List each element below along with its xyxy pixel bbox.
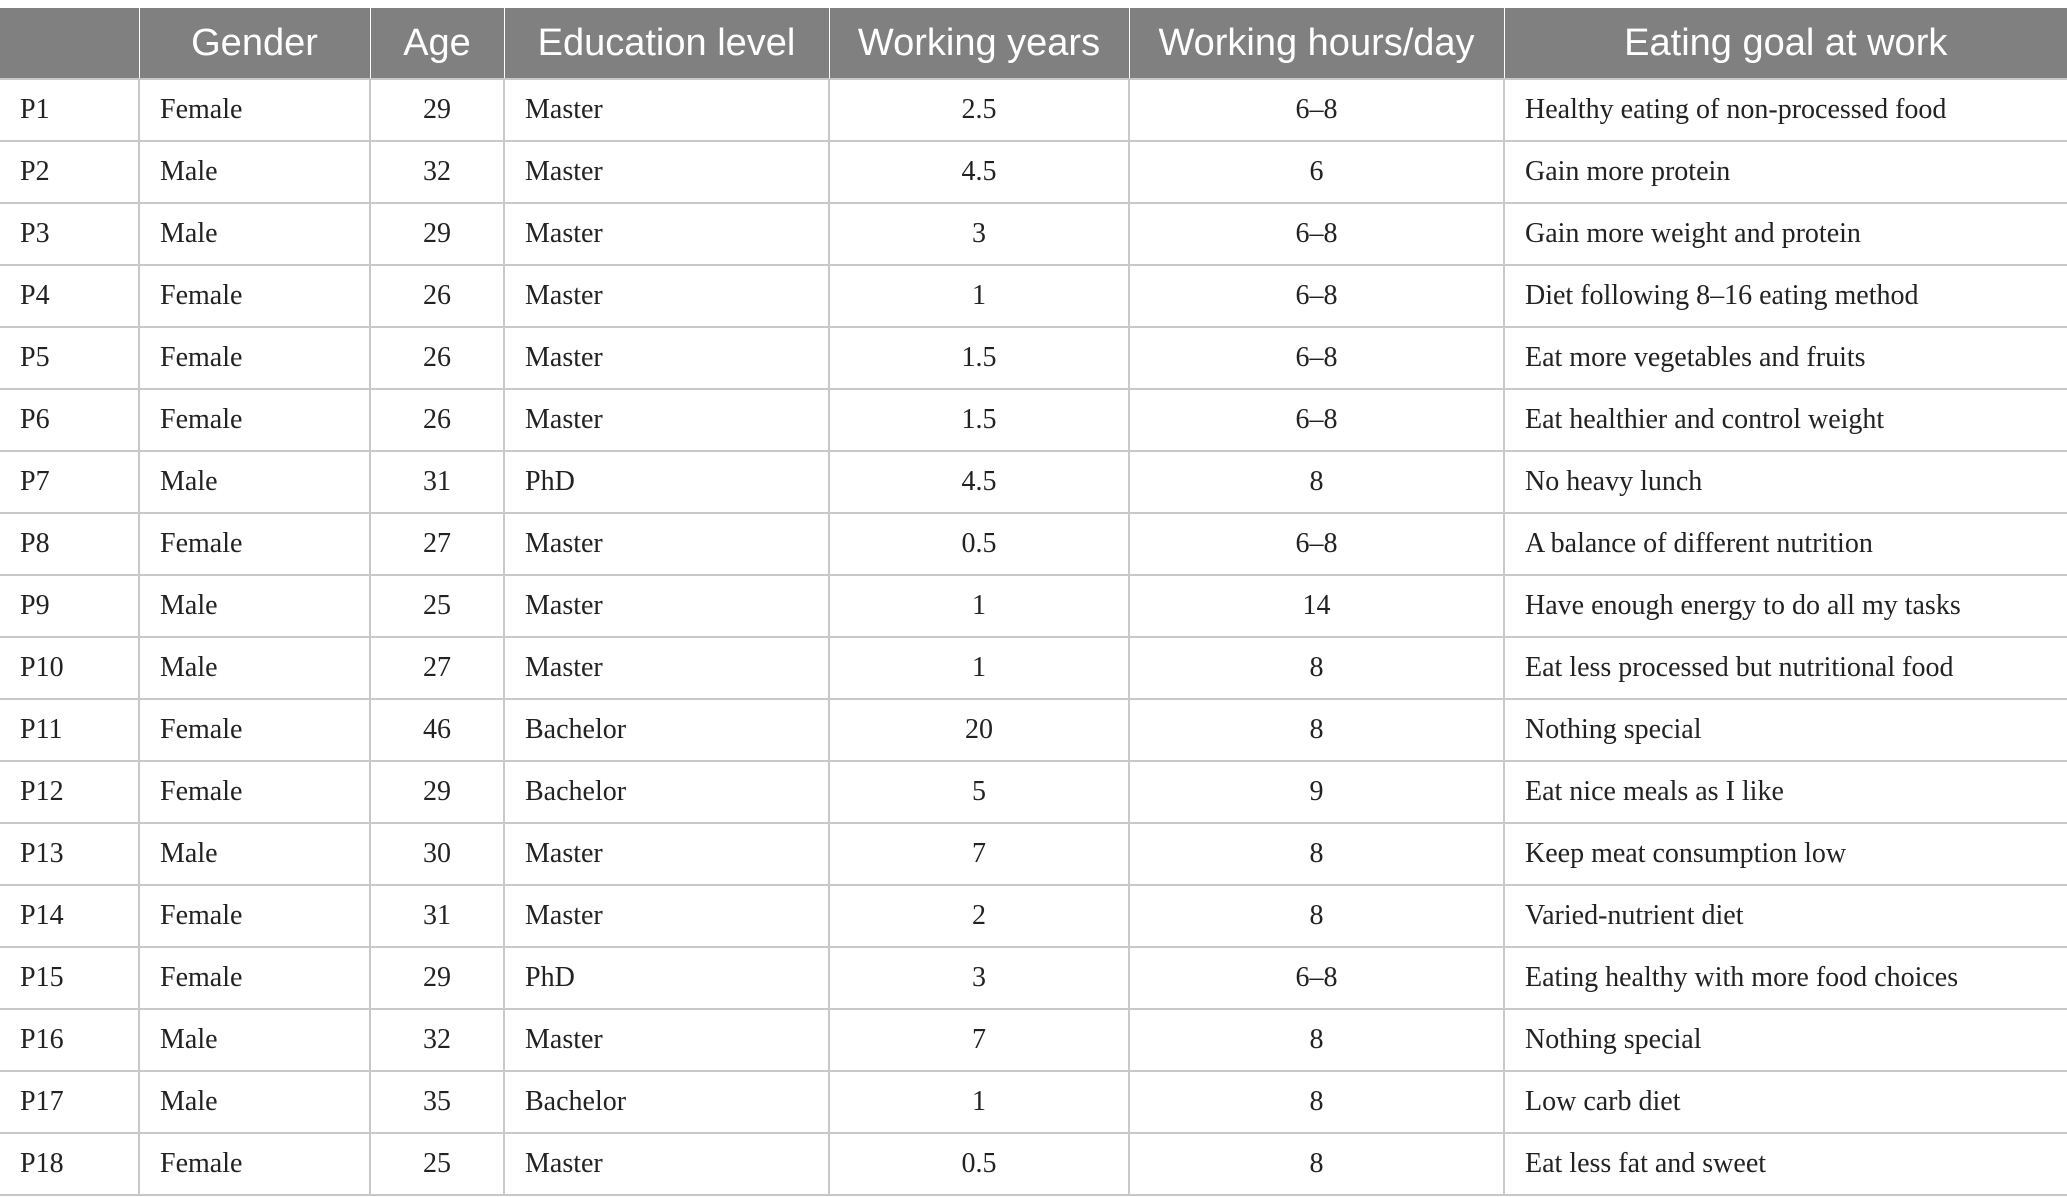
cell-eating-goal: No heavy lunch [1504,451,2067,513]
cell-education-level: Master [504,637,829,699]
cell-gender: Female [139,885,370,947]
header-eating-goal: Eating goal at work [1504,8,2067,79]
cell-education-level: PhD [504,451,829,513]
table-row [0,1071,2067,1133]
participants-table-container [0,8,2067,1196]
cell-working-years: 2 [829,885,1129,947]
table-row [0,699,2067,761]
cell-age: 29 [370,79,504,141]
cell-working-hours: 8 [1129,451,1504,513]
cell-eating-goal: Gain more weight and protein [1504,203,2067,265]
cell-age: 32 [370,141,504,203]
cell-eating-goal: Keep meat consumption low [1504,823,2067,885]
cell-participant-id: P16 [0,1009,139,1071]
table-row [0,1009,2067,1071]
cell-age: 29 [370,947,504,1009]
cell-participant-id: P14 [0,885,139,947]
cell-gender: Female [139,699,370,761]
cell-working-years: 1 [829,637,1129,699]
table-row [0,575,2067,637]
cell-working-years: 7 [829,1009,1129,1071]
table-row [0,451,2067,513]
table-row [0,823,2067,885]
cell-working-hours: 6–8 [1129,79,1504,141]
table-row [0,327,2067,389]
table-header-row [0,8,2067,79]
cell-working-hours: 8 [1129,885,1504,947]
cell-participant-id: P2 [0,141,139,203]
cell-working-years: 1 [829,265,1129,327]
cell-eating-goal: Low carb diet [1504,1071,2067,1133]
cell-eating-goal: Nothing special [1504,699,2067,761]
cell-working-years: 1 [829,575,1129,637]
cell-age: 27 [370,513,504,575]
cell-working-hours: 6–8 [1129,513,1504,575]
cell-education-level: Master [504,575,829,637]
cell-working-years: 20 [829,699,1129,761]
cell-working-hours: 8 [1129,1009,1504,1071]
cell-participant-id: P9 [0,575,139,637]
cell-working-years: 5 [829,761,1129,823]
table-row [0,389,2067,451]
cell-working-hours: 6–8 [1129,265,1504,327]
table-row [0,79,2067,141]
cell-education-level: Master [504,327,829,389]
cell-age: 26 [370,327,504,389]
cell-eating-goal: Diet following 8–16 eating method [1504,265,2067,327]
cell-participant-id: P17 [0,1071,139,1133]
cell-working-hours: 8 [1129,1133,1504,1195]
table-row [0,203,2067,265]
table-row [0,761,2067,823]
cell-working-years: 4.5 [829,451,1129,513]
cell-participant-id: P13 [0,823,139,885]
cell-participant-id: P18 [0,1133,139,1195]
cell-age: 27 [370,637,504,699]
cell-gender: Female [139,265,370,327]
cell-age: 25 [370,575,504,637]
header-working-years: Working years [829,8,1129,79]
cell-education-level: Master [504,823,829,885]
table-row [0,947,2067,1009]
cell-gender: Female [139,79,370,141]
header-education-level: Education level [504,8,829,79]
cell-gender: Female [139,947,370,1009]
table-row [0,513,2067,575]
table-body [0,79,2067,1195]
cell-eating-goal: Eat more vegetables and fruits [1504,327,2067,389]
cell-eating-goal: Have enough energy to do all my tasks [1504,575,2067,637]
cell-eating-goal: Eat healthier and control weight [1504,389,2067,451]
cell-working-hours: 8 [1129,637,1504,699]
cell-participant-id: P4 [0,265,139,327]
cell-education-level: Bachelor [504,761,829,823]
cell-age: 31 [370,885,504,947]
cell-age: 29 [370,761,504,823]
cell-participant-id: P6 [0,389,139,451]
cell-education-level: Master [504,1133,829,1195]
table-row [0,141,2067,203]
cell-working-hours: 9 [1129,761,1504,823]
cell-participant-id: P10 [0,637,139,699]
cell-gender: Female [139,327,370,389]
cell-participant-id: P11 [0,699,139,761]
cell-education-level: Master [504,885,829,947]
cell-working-hours: 6–8 [1129,947,1504,1009]
cell-participant-id: P15 [0,947,139,1009]
cell-working-years: 3 [829,203,1129,265]
cell-eating-goal: Eating healthy with more food choices [1504,947,2067,1009]
cell-working-years: 1.5 [829,389,1129,451]
cell-age: 25 [370,1133,504,1195]
cell-age: 46 [370,699,504,761]
cell-working-hours: 8 [1129,823,1504,885]
cell-gender: Male [139,1009,370,1071]
header-age: Age [370,8,504,79]
cell-participant-id: P3 [0,203,139,265]
cell-participant-id: P8 [0,513,139,575]
cell-working-hours: 8 [1129,699,1504,761]
cell-working-hours: 6–8 [1129,203,1504,265]
cell-gender: Female [139,389,370,451]
cell-education-level: Bachelor [504,1071,829,1133]
cell-working-years: 1.5 [829,327,1129,389]
cell-eating-goal: Eat less processed but nutritional food [1504,637,2067,699]
cell-age: 26 [370,389,504,451]
cell-eating-goal: Gain more protein [1504,141,2067,203]
cell-working-hours: 6–8 [1129,389,1504,451]
cell-working-years: 1 [829,1071,1129,1133]
cell-participant-id: P1 [0,79,139,141]
cell-eating-goal: A balance of different nutrition [1504,513,2067,575]
cell-gender: Male [139,141,370,203]
cell-working-years: 0.5 [829,513,1129,575]
cell-working-hours: 6–8 [1129,327,1504,389]
cell-working-years: 4.5 [829,141,1129,203]
cell-education-level: PhD [504,947,829,1009]
cell-age: 35 [370,1071,504,1133]
cell-education-level: Master [504,513,829,575]
cell-education-level: Master [504,265,829,327]
cell-gender: Female [139,1133,370,1195]
cell-gender: Female [139,513,370,575]
cell-gender: Female [139,761,370,823]
cell-education-level: Master [504,389,829,451]
table-row [0,265,2067,327]
cell-gender: Male [139,1071,370,1133]
cell-working-years: 7 [829,823,1129,885]
cell-gender: Male [139,451,370,513]
header-participant [0,8,139,79]
cell-gender: Male [139,637,370,699]
cell-working-hours: 6 [1129,141,1504,203]
participants-table [0,8,2067,1196]
cell-working-hours: 8 [1129,1071,1504,1133]
cell-education-level: Master [504,1009,829,1071]
table-row [0,885,2067,947]
cell-eating-goal: Eat less fat and sweet [1504,1133,2067,1195]
cell-gender: Male [139,823,370,885]
cell-age: 32 [370,1009,504,1071]
cell-working-hours: 14 [1129,575,1504,637]
header-working-hours: Working hours/day [1129,8,1504,79]
cell-gender: Male [139,575,370,637]
cell-gender: Male [139,203,370,265]
cell-education-level: Master [504,79,829,141]
header-gender: Gender [139,8,370,79]
cell-education-level: Master [504,203,829,265]
cell-education-level: Bachelor [504,699,829,761]
cell-age: 29 [370,203,504,265]
cell-age: 30 [370,823,504,885]
cell-age: 31 [370,451,504,513]
cell-eating-goal: Healthy eating of non-processed food [1504,79,2067,141]
table-row [0,637,2067,699]
cell-participant-id: P5 [0,327,139,389]
cell-participant-id: P12 [0,761,139,823]
cell-eating-goal: Nothing special [1504,1009,2067,1071]
cell-participant-id: P7 [0,451,139,513]
cell-working-years: 0.5 [829,1133,1129,1195]
cell-eating-goal: Varied-nutrient diet [1504,885,2067,947]
cell-age: 26 [370,265,504,327]
cell-eating-goal: Eat nice meals as I like [1504,761,2067,823]
cell-education-level: Master [504,141,829,203]
cell-working-years: 3 [829,947,1129,1009]
table-row [0,1133,2067,1195]
cell-working-years: 2.5 [829,79,1129,141]
